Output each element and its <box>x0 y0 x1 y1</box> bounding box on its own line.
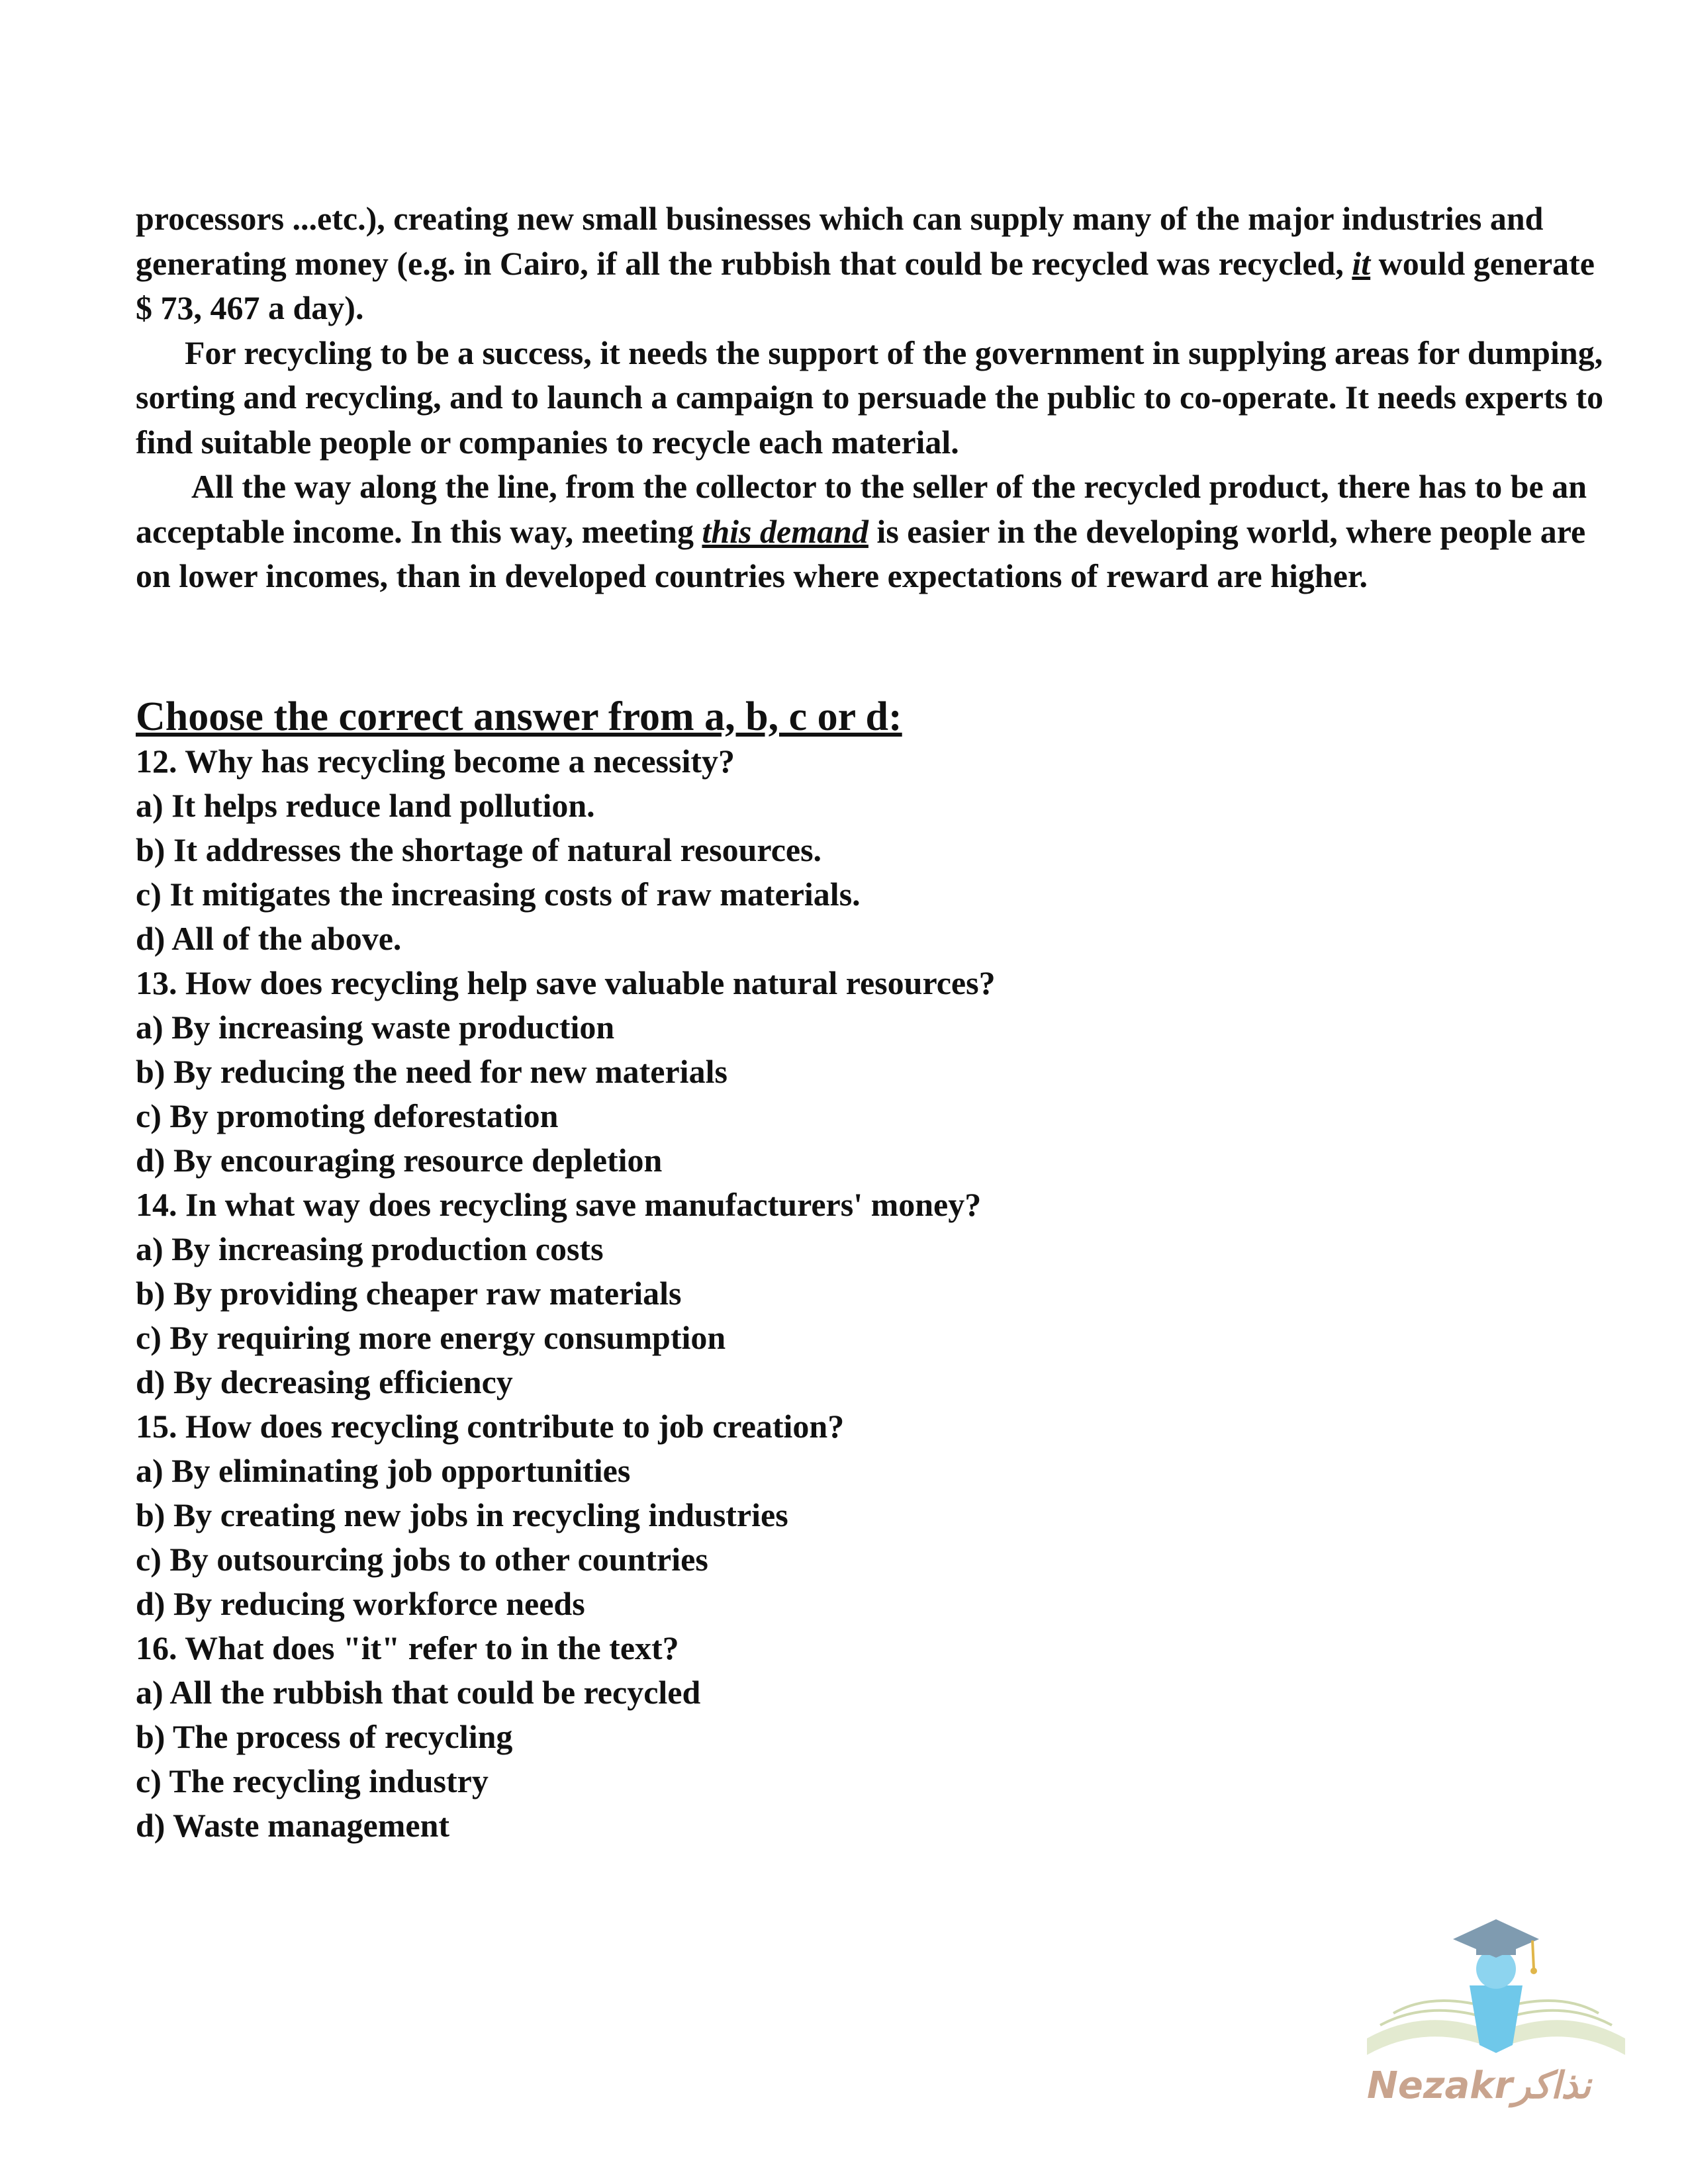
multiple-choice-section <box>136 692 1612 1848</box>
answer-option-b: b) The process of recycling <box>136 1718 513 1755</box>
logo-lettering: Nezakrنذاكر <box>1367 2064 1591 2107</box>
question-text: 16. What does "it" refer to in the text? <box>136 1629 679 1666</box>
passage-text: is easier in the developing world, where people are on lower incomes, than in developed countries where expectations of reward are higher. <box>136 512 1586 594</box>
answer-option-a: a) By increasing production costs <box>136 1230 604 1267</box>
answer-option-c: c) The recycling industry <box>136 1762 489 1799</box>
question-block-13 <box>136 961 1612 1183</box>
answer-option-d: d) All of the above. <box>136 920 402 957</box>
question-block-12 <box>136 739 1612 961</box>
answer-option-a: a) By increasing waste production <box>136 1009 615 1046</box>
answer-option-d: d) By reducing workforce needs <box>136 1585 585 1622</box>
answer-option-d: d) Waste management <box>136 1807 450 1844</box>
answer-option-b: b) By creating new jobs in recycling industries <box>136 1496 788 1533</box>
question-text: 14. In what way does recycling save manufacturers' money? <box>136 1186 982 1223</box>
answer-option-b: b) It addresses the shortage of natural resources. <box>136 831 822 868</box>
answer-option-b: b) By reducing the need for new materials <box>136 1053 727 1090</box>
passage-paragraph-3 <box>136 465 1612 599</box>
answer-option-d: d) By encouraging resource depletion <box>136 1142 663 1179</box>
answer-option-d: d) By decreasing efficiency <box>136 1363 513 1400</box>
passage-text: All the way along the line, from the collector to the seller of the recycled product, there has to be an acceptable income. In this way, meeting <box>136 468 1587 550</box>
graduation-cap-book-icon <box>1354 1906 1638 2118</box>
passage-text: processors ...etc.), creating new small businesses which can supply many of the major industries and generating money (e.g. in Cairo, if all the rubbish that could be recycled was recycled, <box>136 200 1544 282</box>
question-block-16 <box>136 1626 1612 1848</box>
question-block-15 <box>136 1404 1612 1626</box>
question-text: 15. How does recycling contribute to job creation? <box>136 1408 845 1445</box>
question-block-14 <box>136 1183 1612 1404</box>
referenced-word-it: it <box>1352 244 1371 282</box>
question-text: 13. How does recycling help save valuable natural resources? <box>136 964 996 1001</box>
question-text: 12. Why has recycling become a necessity? <box>136 743 735 780</box>
nezakr-logo <box>1354 1906 1638 2118</box>
referenced-phrase-this-demand: this demand <box>702 512 868 550</box>
answer-option-a: a) By eliminating job opportunities <box>136 1452 631 1489</box>
quiz-heading: Choose the correct answer from a, b, c or d: <box>136 694 902 739</box>
answer-option-c: c) By outsourcing jobs to other countries <box>136 1541 708 1578</box>
answer-option-a: a) All the rubbish that could be recycled <box>136 1674 701 1711</box>
answer-option-c: c) By promoting deforestation <box>136 1097 559 1134</box>
answer-option-b: b) By providing cheaper raw materials <box>136 1275 682 1312</box>
passage-paragraph-2: For recycling to be a success, it needs the support of the government in supplying areas for dumping, sorting and recycling, and to launch a campaign to persuade the public to co-operate. It needs experts to find suitable people or companies to recycle each material. <box>136 334 1604 461</box>
reading-passage <box>136 197 1612 599</box>
answer-option-c: c) By requiring more energy consumption <box>136 1319 726 1356</box>
passage-paragraph-1 <box>136 197 1612 331</box>
passage-text: would generate $ 73, 467 a day). <box>136 244 1595 326</box>
answer-option-c: c) It mitigates the increasing costs of raw materials. <box>136 876 861 913</box>
answer-option-a: a) It helps reduce land pollution. <box>136 787 595 824</box>
